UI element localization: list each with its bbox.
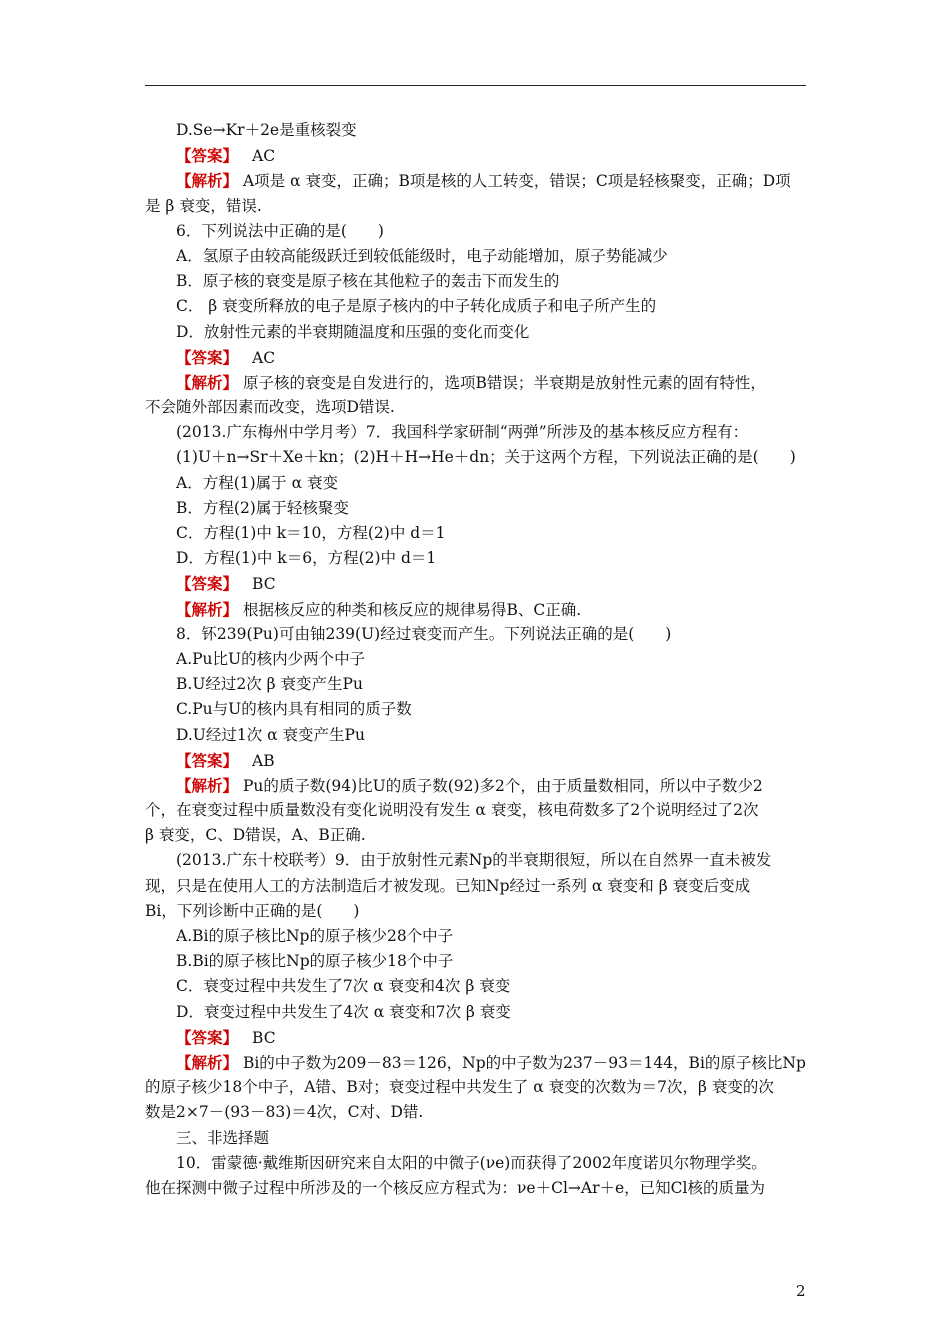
answer-line xyxy=(145,345,807,370)
line-text: C． β 衰变所释放的电子是原子核内的中子转化成质子和电子所产生的 xyxy=(176,297,657,316)
line-text: AC xyxy=(252,147,276,166)
text-line xyxy=(145,1126,807,1151)
line-text: D．放射性元素的半衰期随温度和压强的变化而变化 xyxy=(176,322,530,341)
line-text: AB xyxy=(252,751,275,770)
analysis-line xyxy=(145,1050,807,1075)
text-line xyxy=(145,798,807,823)
analysis-line xyxy=(145,597,807,622)
text-line xyxy=(145,874,807,899)
text-line xyxy=(145,546,807,571)
line-text: BC xyxy=(252,575,276,594)
text-line xyxy=(145,294,807,319)
line-text: 个，在衰变过程中质量数没有变化说明没有发生 α 衰变，核电荷数多了2个说明经过了2次 xyxy=(145,801,759,820)
answer-line xyxy=(145,748,807,773)
label-tag: 【答案】 xyxy=(176,574,239,594)
line-text: Pu的质子数(94)比U的质子数(92)多2个，由于质量数相同，所以中子数少2 xyxy=(238,776,763,795)
line-text: 数是2×7－(93－83)＝4次，C对、D错. xyxy=(145,1103,424,1122)
line-text: A．氢原子由较高能级跃迁到较低能级时，电子动能增加，原子势能减少 xyxy=(176,246,668,265)
line-text: B.U经过2次 β 衰变产生Pu xyxy=(176,675,363,694)
line-text: A．方程(1)属于 α 衰变 xyxy=(176,473,338,492)
line-text: Bi，下列诊断中正确的是( ) xyxy=(145,901,360,920)
line-text: 根据核反应的种类和核反应的规律易得B、C正确. xyxy=(238,600,582,619)
text-line xyxy=(145,823,807,848)
line-text: 6．下列说法中正确的是( ) xyxy=(176,221,384,240)
line-text: 的原子核少18个中子，A错、B对；衰变过程中共发生了 α 衰变的次数为＝7次，β 衰变的次 xyxy=(145,1078,774,1097)
text-line xyxy=(145,1176,807,1201)
text-line xyxy=(145,1100,807,1125)
label-tag: 【答案】 xyxy=(176,146,239,166)
text-line xyxy=(145,672,807,697)
line-text: 三、非选择题 xyxy=(176,1128,270,1147)
text-line xyxy=(145,219,807,244)
text-line xyxy=(145,471,807,496)
text-line xyxy=(145,924,807,949)
line-text: 是 β 衰变，错误. xyxy=(145,196,262,215)
text-line xyxy=(145,647,807,672)
text-line xyxy=(145,269,807,294)
line-text: (2013.广东十校联考）9．由于放射性元素Np的半衰期很短，所以在自然界一直未被发 xyxy=(176,851,772,870)
text-line xyxy=(145,445,807,470)
line-text: 现，只是在使用人工的方法制造后才被发现。已知Np经过一系列 α 衰变和 β 衰变后变成 xyxy=(145,876,751,895)
line-text: A.Bi的原子核比Np的原子核少28个中子 xyxy=(176,927,454,945)
text-line xyxy=(145,320,807,345)
line-text: D.U经过1次 α 衰变产生Pu xyxy=(176,725,365,744)
line-text: A.Pu比U的核内少两个中子 xyxy=(176,649,366,668)
text-line xyxy=(145,622,807,647)
line-text: C．方程(1)中 k＝10，方程(2)中 d＝1 xyxy=(176,524,446,542)
line-text: 10．雷蒙德·戴维斯因研究来自太阳的中微子(νe)而获得了2002年度诺贝尔物理学奖。 xyxy=(176,1153,767,1172)
line-text: C．衰变过程中共发生了7次 α 衰变和4次 β 衰变 xyxy=(176,977,511,996)
text-line xyxy=(145,118,807,143)
line-text: (1)U＋n→Sr＋Xe＋kn；(2)H＋H→He＋dn；关于这两个方程，下列说法正确的是( ) xyxy=(176,448,796,467)
line-text: AC xyxy=(252,348,276,367)
line-text: 8．钚239(Pu)可由铀239(U)经过衰变而产生。下列说法正确的是( ) xyxy=(176,624,672,643)
text-line xyxy=(145,723,807,748)
document-body xyxy=(145,118,807,1201)
text-line xyxy=(145,974,807,999)
label-tag: 【解析】 xyxy=(176,599,239,619)
line-text: B．原子核的衰变是原子核在其他粒子的轰击下而发生的 xyxy=(176,272,560,291)
label-tag: 【答案】 xyxy=(176,347,239,367)
text-line xyxy=(145,1075,807,1100)
line-text: B．方程(2)属于轻核聚变 xyxy=(176,498,349,517)
label-tag: 【解析】 xyxy=(176,171,239,191)
line-text: (2013.广东梅州中学月考）7．我国科学家研制“两弹”所涉及的基本核反应方程有： xyxy=(176,423,749,442)
line-text: D．衰变过程中共发生了4次 α 衰变和7次 β 衰变 xyxy=(176,1002,511,1021)
line-text: Bi的中子数为209－83＝126，Np的中子数为237－93＝144，Bi的原子核比Np xyxy=(238,1053,806,1072)
line-text: BC xyxy=(252,1028,276,1047)
answer-line xyxy=(145,571,807,596)
text-line xyxy=(145,194,807,219)
text-line xyxy=(145,496,807,521)
label-tag: 【解析】 xyxy=(176,1052,239,1072)
line-text: A项是 α 衰变，正确；B项是核的人工转变，错误；C项是轻核聚变，正确；D项 xyxy=(238,172,791,191)
text-line xyxy=(145,899,807,924)
text-line xyxy=(145,420,807,445)
analysis-line xyxy=(145,773,807,798)
line-text: B.Bi的原子核比Np的原子核少18个中子 xyxy=(176,952,454,971)
text-line xyxy=(145,1000,807,1025)
label-tag: 【答案】 xyxy=(176,750,239,770)
line-text: 不会随外部因素而改变，选项D错误. xyxy=(145,398,395,417)
text-line xyxy=(145,521,807,546)
text-line xyxy=(145,949,807,974)
line-text: β 衰变，C、D错误，A、B正确. xyxy=(145,826,366,845)
label-tag: 【解析】 xyxy=(176,775,239,795)
line-text: D．方程(1)中 k＝6，方程(2)中 d＝1 xyxy=(176,549,437,568)
text-line xyxy=(145,697,807,722)
line-text: 他在探测中微子过程中所涉及的一个核反应方程式为：νe＋Cl→Ar＋e，已知Cl核的质量为 xyxy=(145,1178,765,1197)
line-text: D.Se→Kr＋2e是重核裂变 xyxy=(176,121,357,139)
answer-line xyxy=(145,143,807,168)
line-text: C.Pu与U的核内具有相同的质子数 xyxy=(176,700,412,719)
text-line xyxy=(145,244,807,269)
analysis-line xyxy=(145,370,807,395)
answer-line xyxy=(145,1025,807,1050)
analysis-line xyxy=(145,168,807,193)
header-rule xyxy=(145,85,806,86)
page-number: 2 xyxy=(796,1282,806,1300)
text-line xyxy=(145,1151,807,1176)
text-line xyxy=(145,848,807,873)
line-text: 原子核的衰变是自发进行的，选项B错误；半衰期是放射性元素的固有特性， xyxy=(238,373,766,392)
text-line xyxy=(145,395,807,420)
label-tag: 【解析】 xyxy=(176,372,239,392)
label-tag: 【答案】 xyxy=(176,1027,239,1047)
